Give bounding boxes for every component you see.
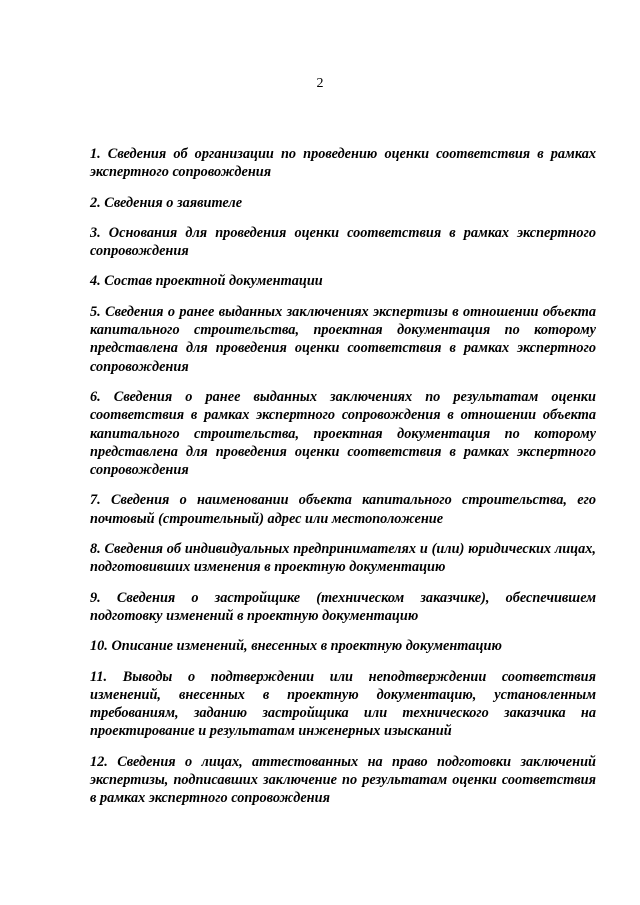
toc-item-4 xyxy=(90,272,596,290)
toc-item-label: 2. Сведения о заявителе xyxy=(90,194,243,211)
toc-item-label: 3. Основания для проведения оценки соответствия в рамках экспертного сопровождения xyxy=(90,224,596,260)
toc-item-2 xyxy=(90,194,596,212)
toc-item-5 xyxy=(90,303,596,376)
toc-item-9 xyxy=(90,589,596,626)
toc-item-3 xyxy=(90,224,596,261)
toc-item-label: 12. Сведения о лицах, аттестованных на право подготовки заключений экспертизы, подписавших заключение по результатам оценки соответствия в рамках экспертного сопровождения xyxy=(90,753,596,807)
toc-item-label: 6. Сведения о ранее выданных заключениях по результатам оценки соответствия в рамках экспертного сопровождения в отношении объекта капитального строительства, проектная документация по которому представлена для проведения оценки соответствия в рамках экспертного сопровождения xyxy=(90,388,596,479)
toc-item-label: 11. Выводы о подтверждении или неподтверждении соответствия изменений, внесенных в проектную документацию, установленным требованиям, заданию застройщика или технического заказчика на проектирование и результатам инженерных изысканий xyxy=(90,668,596,740)
toc-item-label: 5. Сведения о ранее выданных заключениях экспертизы в отношении объекта капитального строительства, проектная документация по которому представлена для проведения оценки соответствия в рамках экспертного сопровождения xyxy=(90,303,596,375)
toc-item-label: 8. Сведения об индивидуальных предпринимателях и (или) юридических лицах, подготовивших изменения в проектную документацию xyxy=(90,541,596,576)
toc-item-6 xyxy=(90,388,596,479)
toc-item-8 xyxy=(90,540,596,577)
table-of-contents xyxy=(90,145,596,820)
toc-item-12 xyxy=(90,753,596,808)
toc-item-label: 4. Состав проектной документации xyxy=(90,273,323,290)
toc-item-1 xyxy=(90,145,596,182)
toc-item-label: 7. Сведения о наименовании объекта капитального строительства, его почтовый (строительный) адрес или местоположение xyxy=(90,492,596,527)
page-number: 2 xyxy=(316,76,324,91)
toc-item-7 xyxy=(90,491,596,528)
toc-item-label: 10. Описание изменений, внесенных в проектную документацию xyxy=(90,638,502,655)
toc-item-11 xyxy=(90,668,596,741)
toc-item-label: 9. Сведения о застройщике (техническом заказчике), обеспечившем подготовку изменений в проектную документацию xyxy=(90,589,596,624)
toc-item-10 xyxy=(90,637,596,655)
toc-item-label: 1. Сведения об организации по проведению оценки соответствия в рамках экспертного сопровождения xyxy=(90,146,596,181)
